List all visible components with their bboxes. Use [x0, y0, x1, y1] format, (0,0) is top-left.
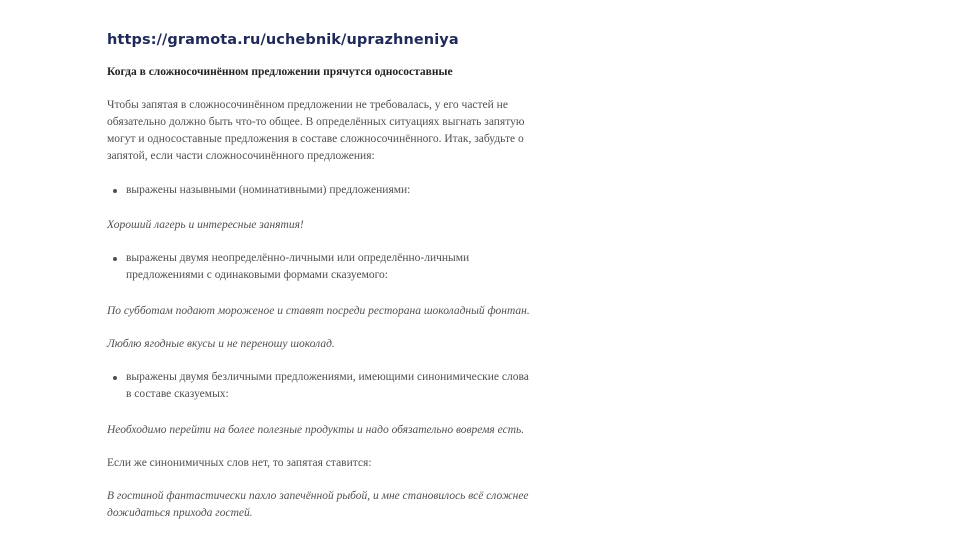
- example-line: В гостиной фантастически пахло запечённой рыбой, и мне становилось всё сложнее: [107, 490, 529, 502]
- bullet-dot-icon: [113, 257, 117, 261]
- bullet-text: выражены двумя безличными предложениями, имеющими синонимические слова: [126, 371, 529, 383]
- intro-line: обязательно должно быть что-то общее. В определённых ситуациях выгнать запятую: [107, 116, 525, 128]
- note-paragraph: Если же синонимичных слов нет, то запятая ставится:: [107, 457, 372, 469]
- example-line: дожидаться прихода гостей.: [107, 507, 253, 519]
- bullet-dot-icon: [113, 376, 117, 380]
- intro-line: запятой, если части сложносочинённого предложения:: [107, 150, 375, 162]
- bullet-item-indefinite-personal: [113, 250, 469, 284]
- example-sentence: Необходимо перейти на более полезные продукты и надо обязательно вовремя есть.: [107, 424, 525, 436]
- intro-line: Чтобы запятая в сложносочинённом предложении не требовалась, у его частей не: [107, 99, 508, 111]
- bullet-text: в составе сказуемых:: [126, 388, 229, 400]
- bullet-item-impersonal: [113, 369, 529, 403]
- bullet-text: выражены двумя неопределённо-личными или определённо-личными: [126, 252, 470, 264]
- example-sentence: Люблю ягодные вкусы и не переношу шоколад.: [107, 338, 335, 350]
- intro-line: могут и односоставные предложения в составе сложносочинённого. Итак, забудьте о: [107, 133, 524, 145]
- bullet-text: выражены назывными (номинативными) предложениями:: [126, 184, 411, 196]
- bullet-dot-icon: [113, 189, 117, 193]
- source-url: https://gramota.ru/uchebnik/uprazhneniya: [107, 32, 459, 48]
- example-paragraph: [107, 488, 529, 522]
- bullet-item-nominative: [113, 182, 410, 199]
- bullet-text: предложениями с одинаковыми формами сказуемого:: [126, 269, 389, 281]
- example-sentence: По субботам подают мороженое и ставят посреди ресторана шоколадный фонтан.: [107, 305, 530, 317]
- intro-paragraph: [107, 97, 524, 165]
- section-heading: Когда в сложносочинённом предложении прячутся односоставные: [107, 66, 453, 78]
- example-sentence: Хороший лагерь и интересные занятия!: [107, 219, 304, 231]
